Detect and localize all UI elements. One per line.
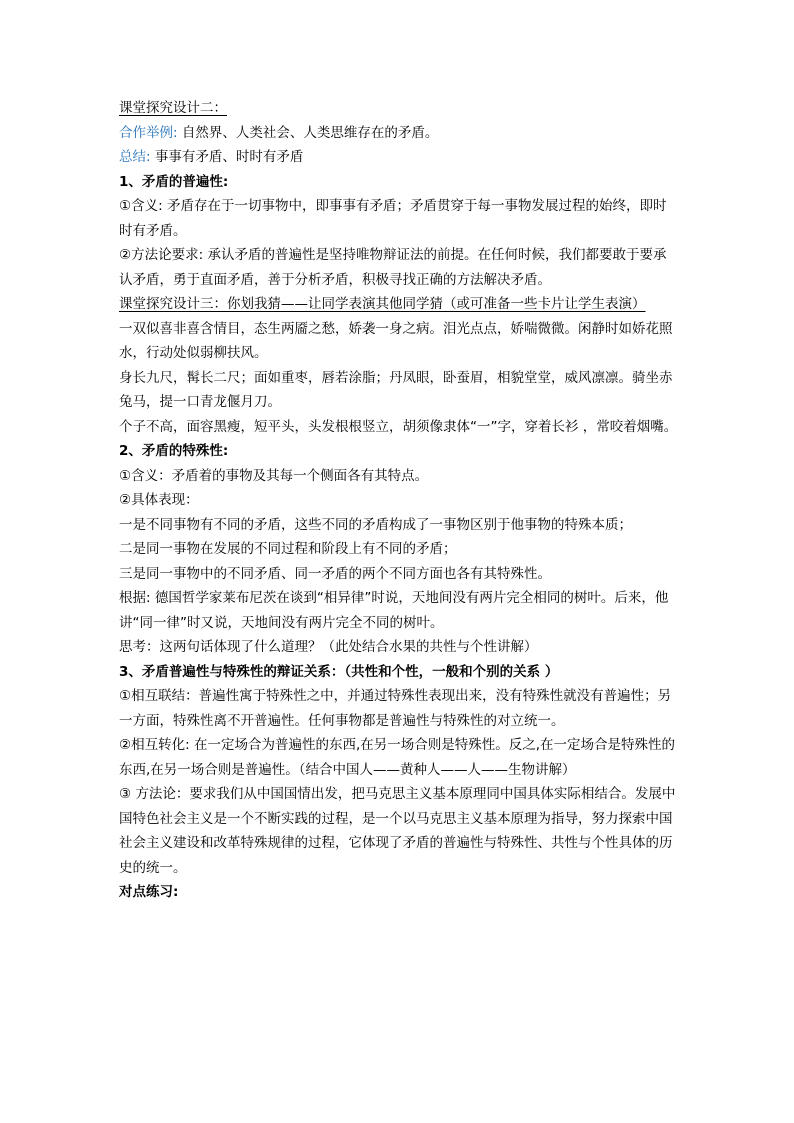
section2-form-1: 一是不同事物有不同的矛盾，这些不同的矛盾构成了一事物区别于他事物的特殊本质； [119,516,632,533]
section3-link: ①相互联结：普遍性寓于特殊性之中，并通过特殊性表现出来，没有特殊性就没有普遍性；另一方面，特殊性离不开普遍性。任何事物都是普遍性与特殊性的对立统一。 [119,688,672,729]
section1-meaning: ①含义: 矛盾存在于一切事物中，即事事有矛盾；矛盾贯穿于每一事物发展过程的始终，即时时有矛盾。 [119,198,667,239]
summary-label: 总结: [119,149,151,165]
section2-heading: 2、矛盾的特殊性: [119,443,229,459]
design3-title: 课堂探究设计三：你划我猜——让同学表演其他同学猜（或可准备一些卡片让学生表演） [119,296,646,312]
basis-paragraph: 根据: 德国哲学家莱布尼茨在谈到“相异律”时说，天地间没有两片完全相同的树叶。后来，他讲“同一律”时又说，天地间没有两片完全不同的树叶。 [119,590,669,631]
cooperation-example [119,121,679,146]
section3-method: ③ 方法论：要求我们从中国国情出发，把马克思主义基本原理同中国具体实际相结合。发展中国特色社会主义是一个不断实践的过程，是一个以马克思主义基本原理为指导，努力探索中国社会主义建设和改革特殊规律的过程，它体现了矛盾的普遍性与特殊性、共性与个性具体的历史的统一。 [119,786,676,876]
cooperation-label: 合作举例: [119,124,178,141]
character-description-2: 身长九尺，髯长二尺；面如重枣，唇若涂脂；丹凤眼，卧蚕眉，相貌堂堂，威风凛凛。骑坐赤兔马，提一口青龙偃月刀。 [119,369,673,410]
section2-meaning: ①含义：矛盾着的事物及其每一个侧面各有其特点。 [119,467,429,484]
document-body [119,96,679,905]
summary-line [119,145,679,170]
section2-form-2: 二是同一事物在发展的不同过程和阶段上有不同的矛盾； [119,541,457,557]
section3-transform: ②相互转化: 在一定场合为普遍性的东西,在另一场合则是特殊性。反之,在一定场合是特殊性的东西,在另一场合则是普遍性。（结合中国人——黄种人——人——生物讲解） [119,737,676,778]
section2-form-3: 三是同一事物中的不同矛盾、同一矛盾的两个不同方面也各有其特殊性。 [119,565,551,582]
section3-heading: 3、矛盾普遍性与特殊性的辩证关系：（共性和个性，一般和个别的关系 ） [119,663,559,680]
character-description-3: 个子不高，面容黑瘦，短平头，头发根根竖立，胡须像隶体“一”字，穿着长衫 ，常咬着烟嘴。 [119,418,678,435]
practice-heading: 对点练习: [119,884,179,900]
design2-title: 课堂探究设计二： [119,100,227,116]
section2-forms: ②具体表现： [119,492,199,508]
summary-text: 事事有矛盾、时时有矛盾 [154,149,304,165]
character-description-1: 一双似喜非喜含情目，态生两靥之愁，娇袭一身之病。泪光点点，娇喘微微。闲静时如娇花照水，行动处似弱柳扶风。 [119,320,673,361]
cooperation-text: 自然界、人类社会、人类思维存在的矛盾。 [181,124,439,141]
section1-heading: 1、矛盾的普遍性: [119,173,229,190]
think-question: 思考：这两句话体现了什么道理？（此处结合水果的共性与个性讲解） [119,639,538,655]
section1-method: ②方法论要求: 承认矛盾的普遍性是坚持唯物辩证法的前提。在任何时候，我们都要敢于要承认矛盾，勇于直面矛盾，善于分析矛盾，积极寻找正确的方法解决矛盾。 [119,247,667,288]
